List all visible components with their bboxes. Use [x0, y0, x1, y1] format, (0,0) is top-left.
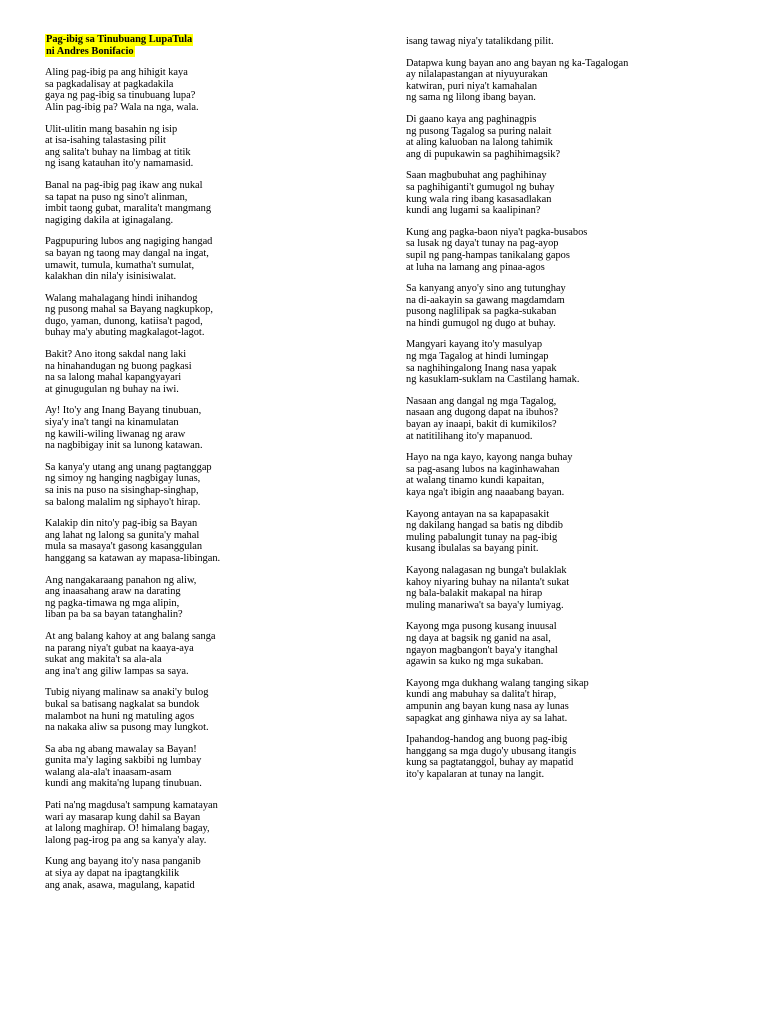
poem-line: wari ay masarap kung dahil sa Bayan	[45, 811, 201, 823]
stanza	[406, 58, 736, 104]
poem-line: sa pag-asang lubos na kaginhawahan	[406, 463, 560, 475]
poem-line: ampunin ang bayan kung nasa ay lunas	[406, 700, 569, 712]
poem-line: at siya ay dapat na ipagtangkilik	[45, 868, 180, 880]
poem-line: kundi ang makita'ng lupang tinubuan.	[45, 778, 202, 790]
poem-line: mula sa masaya't gasong kasanggulan	[45, 541, 203, 553]
poem-line: Kalakip din nito'y pag-ibig sa Bayan	[45, 518, 198, 530]
poem-title: Pag-ibig sa Tinubuang LupaTula	[46, 34, 193, 45]
poem-line: at natitilihang ito'y mapanuod.	[406, 430, 533, 442]
poem-line: muling manariwa't sa baya'y lumiyag.	[406, 599, 564, 611]
poem-line: Kayong mga pusong kusang inuusal	[406, 621, 557, 633]
poem-line: ng pusong mahal sa Bayang nagkupkop,	[45, 304, 213, 316]
poem-line: Sa kanyang anyo'y sino ang tutunghay	[406, 283, 566, 295]
poem-line: hanggang sa katawan ay mapasa-libingan.	[45, 552, 221, 564]
poem-line: Saan magbubuhat ang paghihinay	[406, 170, 547, 182]
poem-line: ang di pupukawin sa paghihimagsik?	[406, 148, 561, 160]
poem-line: liban pa ba sa bayan tatanghalin?	[45, 609, 183, 621]
stanza	[406, 678, 736, 724]
poem-line: ang anak, asawa, magulang, kapatid	[45, 879, 195, 891]
stanza	[406, 452, 736, 498]
poem-author: ni Andres Bonifacio	[46, 45, 134, 57]
poem-line: Aling pag-ibig pa ang hihigit kaya	[45, 67, 188, 79]
poem-line: sa bayan ng taong may dangal na ingat,	[45, 247, 209, 259]
stanza	[406, 36, 736, 48]
poem-line: imbit taong gubat, maralita't mangmang	[45, 203, 212, 215]
poem-line: Kayong antayan na sa kapapasakit	[406, 508, 550, 520]
poem-line: sukat ang makita't sa ala-ala	[45, 654, 162, 666]
poem-line: Kayong mga dukhang walang tanging sikap	[406, 677, 589, 689]
poem-line: ng simoy ng hanging nagbigay lunas,	[45, 473, 201, 485]
poem-line: na hindi gumugol ng dugo at buhay.	[406, 317, 556, 329]
poem-line: Ay! Ito'y ang Inang Bayang tinubuan,	[45, 405, 202, 417]
stanza	[406, 227, 736, 273]
poem-line: sa inis na puso na sisinghap-singhap,	[45, 485, 199, 496]
poem-line: gunita ma'y laging sakbibi ng lumbay	[45, 755, 202, 767]
poem-line: buhay ma'y abuting magkalagot-lagot.	[45, 327, 205, 339]
left-column	[45, 34, 375, 901]
poem-line: agawin sa kuko ng mga sukaban.	[406, 656, 544, 668]
poem-line: katwiran, puri niya't kamahalan	[406, 80, 538, 92]
poem-line: kahoy niyaring buhay na nilanta't sukat	[406, 576, 570, 588]
poem-line: at ginugugulan ng buhay na iwi.	[45, 383, 179, 395]
stanza	[406, 114, 736, 160]
poem-line: bukal sa batisang nagkalat sa bundok	[45, 698, 200, 710]
poem-line: ng daya at bagsik ng ganid na asal,	[406, 632, 551, 644]
poem-line: nagiging dakila at iginagalang.	[45, 214, 174, 226]
poem-line: Tubig niyang malinaw sa anaki'y bulog	[45, 687, 209, 699]
poem-line: Sa aba ng abang mawalay sa Bayan!	[45, 743, 197, 755]
poem-line: kung sa pagtatanggol, buhay ay mapatid	[406, 757, 574, 769]
poem-line: Kung ang bayang ito'y nasa panganib	[45, 856, 201, 868]
poem-line: na di-aakayin sa gawang magdamdam	[406, 294, 565, 306]
poem-line: walang ala-ala't inaasam-asam	[45, 766, 172, 778]
poem-line: Banal na pag-ibig pag ikaw ang nukal	[45, 179, 203, 191]
poem-line: ng kawili-wiling liwanag ng araw	[45, 428, 186, 440]
poem-line: at luha na lamang ang pinaa-agos	[406, 261, 545, 273]
poem-line: sa pagkadalisay at pagkadakila	[45, 78, 174, 90]
poem-line: at isa-isahing talastasing pilit	[45, 135, 166, 147]
poem-line: kundi ang lugami sa kaalipinan?	[406, 205, 541, 217]
stanza	[406, 734, 736, 780]
stanza	[406, 621, 736, 667]
poem-line: Alin pag-ibig pa? Wala na nga, wala.	[45, 101, 199, 113]
poem-line: ng mga Tagalog at hindi lumingap	[406, 351, 549, 363]
poem-line: ito'y kapalaran at tunay na langit.	[406, 768, 545, 780]
poem-line: At ang balang kahoy at ang balang sanga	[45, 630, 216, 642]
poem-line: na nagbibigay init sa lunong katawan.	[45, 440, 203, 452]
poem-line: Datapwa kung bayan ano ang bayan ng ka-Tagalogan	[406, 57, 629, 69]
poem-line: ng pagka-timawa ng mga alipin,	[45, 597, 180, 609]
poem-line: na parang niya't gubat na kaaya-aya	[45, 642, 194, 654]
poem-line: ang lahat ng lalong sa gunita'y mahal	[45, 529, 200, 541]
poem-line: ng pusong Tagalog sa puring nalait	[406, 125, 552, 137]
stanza	[45, 293, 375, 339]
stanza	[406, 509, 736, 555]
poem-line: sa paghihiganti't gumugol ng buhay	[406, 181, 555, 193]
poem-line: ng kasuklam-suklam na Castilang hamak.	[406, 374, 580, 386]
poem-line: sa balong malalim ng siphayo't hirap.	[45, 496, 201, 508]
poem-line: supil ng pang-hampas tanikalang gapos	[406, 249, 570, 261]
stanza	[45, 631, 375, 677]
stanza	[45, 800, 375, 846]
poem-line: ngayon magbangon't baya'y itanghal	[406, 644, 558, 656]
poem-line: siya'y ina't tangi na kinamulatan	[45, 417, 179, 429]
poem-line: na nakaka aliw sa pusong may lungkot.	[45, 722, 209, 734]
poem-line: na sa lalong mahal kapangyayari	[45, 372, 182, 384]
poem-line: lalong pag-irog pa ang sa kanya'y alay.	[45, 834, 207, 846]
poem-line: sa tapat na puso ng sino't alinman,	[45, 191, 188, 203]
poem-line: Ulit-ulitin mang basahin ng isip	[45, 123, 178, 135]
poem-line: kaya nga't ibigin ang naaabang bayan.	[406, 487, 565, 498]
poem-line: kung wala ring ibang kasasadlakan	[406, 193, 552, 205]
poem-line: umawit, tumula, kumatha't sumulat,	[45, 259, 195, 271]
stanza	[45, 180, 375, 226]
poem-line: Walang mahalagang hindi inihandog	[45, 292, 198, 304]
poem-line: ng isang katauhan ito'y namamasid.	[45, 158, 194, 170]
stanza	[45, 687, 375, 733]
poem-line: ang salita't buhay na limbag at titik	[45, 146, 191, 158]
stanza	[45, 349, 375, 395]
poem-line: at aling kaluoban na lalong tahimik	[406, 137, 553, 149]
stanza	[45, 462, 375, 508]
poem-line: kundi ang mabuhay sa dalita't hirap,	[406, 689, 557, 701]
poem-line: Pati na'ng magdusa't sampung kamatayan	[45, 800, 218, 812]
stanza	[406, 396, 736, 442]
stanza	[45, 856, 375, 891]
poem-line: gaya ng pag-ibig sa tinubuang lupa?	[45, 90, 196, 102]
poem-line: ang ina't ang giliw lampas sa saya.	[45, 665, 189, 677]
poem-line: ang inaasahang araw na darating	[45, 586, 181, 598]
poem-line: at lalong maghirap. O! himalang bagay,	[45, 823, 210, 835]
poem-line: muling pabalungit tunay na pag-ibig	[406, 531, 558, 543]
poem-line: Pagpupuring lubos ang nagiging hangad	[45, 236, 213, 248]
poem-line: na hinahandugan ng buong pagkasi	[45, 360, 192, 372]
title-block	[45, 34, 375, 57]
poem-line: ng dakilang hangad sa batis ng dibdib	[406, 520, 563, 532]
poem-line: sapagkat ang ginhawa niya ay sa lahat.	[406, 712, 568, 724]
poem-line: bayan ay inaapi, bakit di kumikilos?	[406, 419, 557, 431]
stanza	[45, 124, 375, 170]
stanza	[45, 518, 375, 564]
poem-line: ng bala-balakit makapal na hirap	[406, 588, 543, 600]
stanza	[45, 405, 375, 451]
poem-line: Nasaan ang dangal ng mga Tagalog,	[406, 395, 557, 407]
poem-line: Ipahandog-handog ang buong pag-ibig	[406, 734, 568, 746]
stanza	[406, 339, 736, 385]
poem-line: nasaan ang dugong dapat na ibuhos?	[406, 407, 559, 419]
poem-line: hanggang sa mga dugo'y ubusang itangis	[406, 745, 577, 757]
poem-line: isang tawag niya'y tatalikdang pilit.	[406, 36, 554, 47]
poem-line: kalakhan din nila'y isinisiwalat.	[45, 271, 177, 283]
stanza	[406, 565, 736, 611]
poem-line: sa lusak ng daya't tunay na pag-ayop	[406, 238, 559, 250]
poem-line: Kayong nalagasan ng bunga't bulaklak	[406, 564, 567, 576]
poem-line: Mangyari kayang ito'y masulyap	[406, 339, 543, 351]
stanza	[406, 283, 736, 329]
poem-line: Ang nangakaraang panahon ng aliw,	[45, 574, 197, 586]
poem-line: Bakit? Ano itong sakdal nang laki	[45, 349, 187, 361]
poem-line: dugo, yaman, dunong, katiisa't pagod,	[45, 315, 203, 327]
poem-line: ng sama ng lilong ibang bayan.	[406, 92, 536, 104]
poem-line: Sa kanya'y utang ang unang pagtanggap	[45, 461, 212, 473]
poem-line: Kung ang pagka-baon niya't pagka-busabos	[406, 226, 588, 238]
poem-line: sa naghihingalong Inang nasa yapak	[406, 362, 557, 374]
poem-line: pusong naglilipak sa pagka-sukaban	[406, 306, 557, 318]
poem-line: kusang ibulalas sa bayang pinit.	[406, 543, 539, 555]
stanza	[45, 744, 375, 790]
poem-line: Hayo na nga kayo, kayong nanga buhay	[406, 452, 573, 464]
poem-line: malambot na huni ng matuling agos	[45, 710, 195, 722]
stanza	[45, 67, 375, 113]
poem-line: ay nilalapastangan at niyuyurakan	[406, 69, 548, 81]
right-column	[406, 36, 736, 790]
poem-line: at walang tinamo kundi kapaitan,	[406, 475, 545, 487]
stanza	[406, 170, 736, 216]
stanza	[45, 575, 375, 621]
stanza	[45, 236, 375, 282]
poem-line: Di gaano kaya ang paghinagpis	[406, 113, 537, 125]
